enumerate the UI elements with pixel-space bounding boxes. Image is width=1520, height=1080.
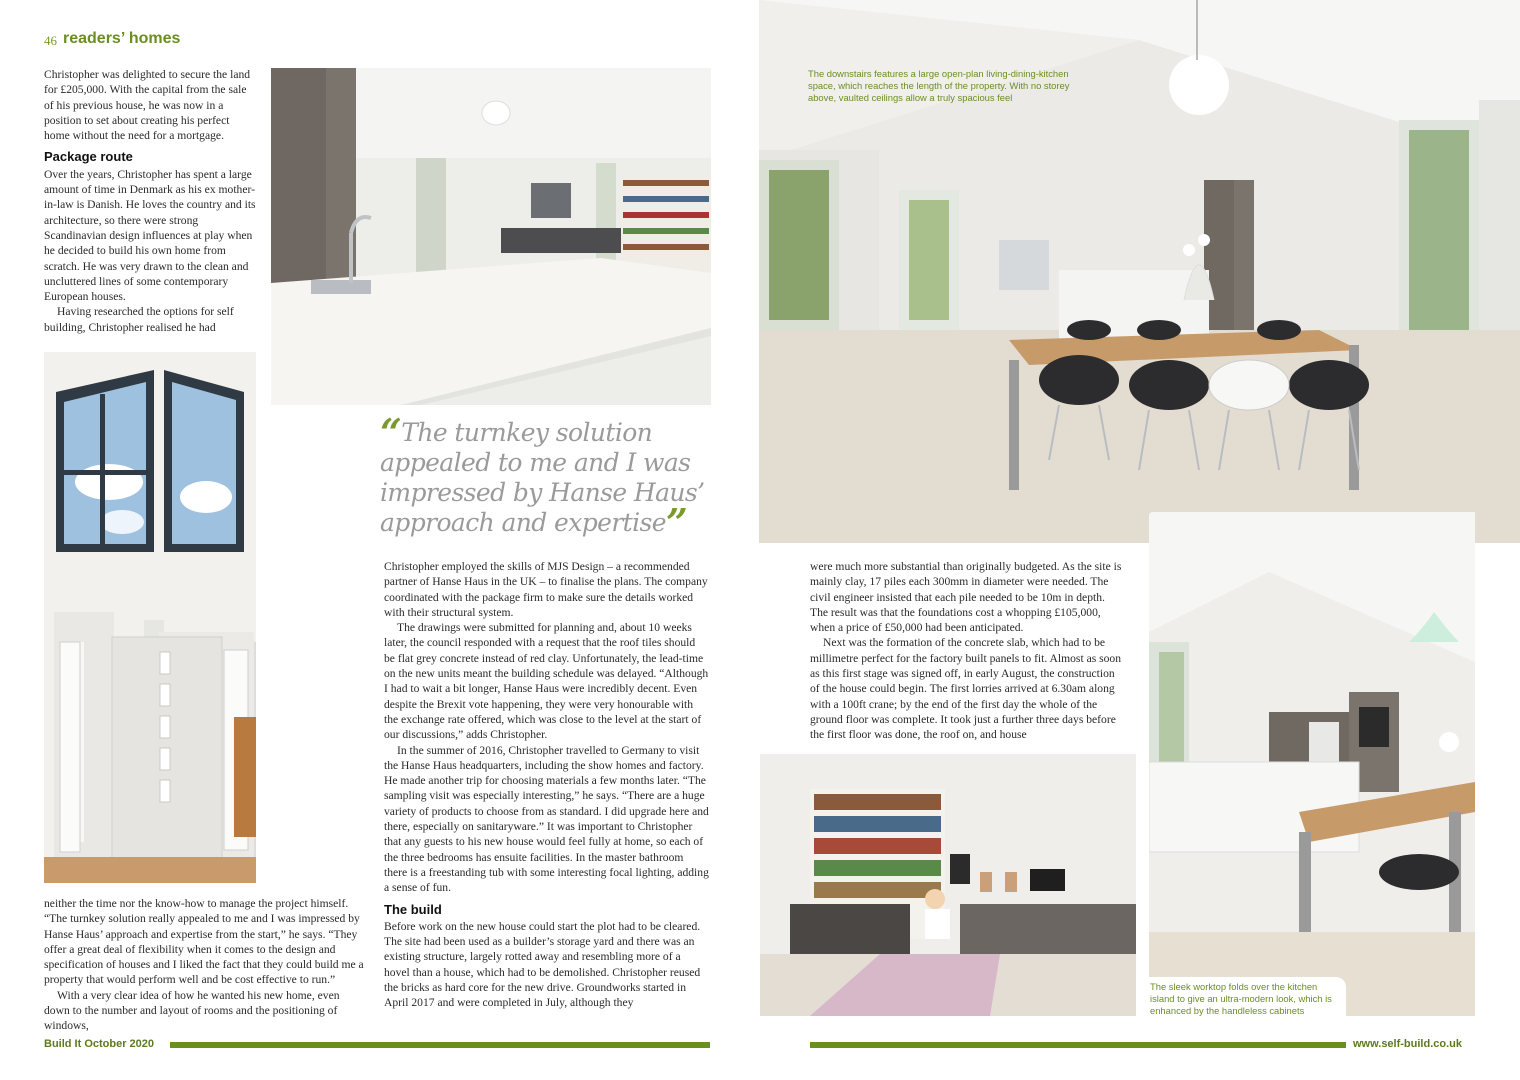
kitchen-island-photo [271,68,711,405]
pull-quote [380,410,710,545]
paragraph: Christopher was delighted to secure the land for £205,000. With the capital from the sale of his previous house, he was now in a position to set about creating his perfect home without the need for a mortgage. [44,68,251,143]
column2-text [384,559,709,1011]
paragraph: Having researched the options for self building, Christopher realised he had [44,305,234,334]
footer-rule-left [170,1042,710,1048]
paragraph: With a very clear idea of how he wanted his new home, even down to the number and layout of rooms and the positioning of windows, [44,988,340,1033]
subhead-the-build: The build [384,901,442,917]
study-image [760,754,1136,1016]
front-door-image [44,352,256,883]
close-quote-mark: ” [665,500,688,545]
paragraph: Christopher employed the skills of MJS Design – a recommended partner of Hanse Haus in the UK – to finalise the plans. The company coordinated with the package firm to make sure the details worked with their structural system. [384,560,708,619]
section-title: readers’ homes [63,30,181,47]
paragraph: were much more substantial than originally budgeted. As the site is mainly clay, 17 piles each 300mm in diameter were needed. The civil engineer insisted that each pile needed to be 10m in depth. The result was that the foundations cost a whopping £105,000, when a price of £50,000 had been anticipated. [810,560,1122,635]
column1-bottom-text [44,896,364,1034]
kitchen-image [1149,512,1475,1016]
front-door-photo [44,352,256,883]
open-quote-mark: “ [380,410,402,455]
paragraph: Next was the formation of the concrete slab, which had to be millimetre perfect for the factory built panels to fit. Almost as soon as this first stage was signed off, in early August, the construction of the house could begin. The first lorries arrived at 6.30am along with a 100ft crane; by the end of the first day the whole of the ground floor was complete. It took just a further three days before the first floor was done, the roof on, and house [810,636,1122,742]
paragraph: Over the years, Christopher has spent a large amount of time in Denmark as his ex mother-in-law is Danish. He loves the country and its architecture, so there were strong Scandinavian design influences at play when he decided to build his own home from scratch. He was very drawn to the clean and uncluttered lines of some contemporary European houses. [44,167,256,304]
column1-text [44,67,256,335]
footer-rule-right [810,1042,1346,1048]
footer-magazine: Build It October 2020 [44,1038,155,1050]
column3-text [810,559,1124,743]
kitchen-island-image [271,68,711,405]
dining-caption: The downstairs features a large open-plan living-dining-kitchen space, which reaches the length of the property. With no storey above, vaulted ceilings allow a truly spacious feel [808,68,1070,103]
kitchen-caption: The sleek worktop folds over the kitchen island to give an ultra-modern look, which is enhanced by the handleless cabinets [1144,977,1346,1021]
paragraph: In the summer of 2016, Christopher travelled to Germany to visit the Hanse Haus headquarters, including the show homes and factory. He made another trip for choosing materials a few months later. “The sampling visit was especially interesting,” he says. “There are a huge variety of products to choose from as standard. I did upgrade here and there, especially on sanitaryware.” It was important to Christopher that any guests to his new house would feel fully at home, so each of the three bedrooms has ensuite facilities. In the master bathroom there is a freestanding tub with some interesting focal lighting, adding a sense of fun. [384,743,709,895]
page-number: 46 [44,33,57,48]
footer-website: www.self-build.co.uk [1353,1038,1462,1050]
paragraph: Before work on the new house could start the plot had to be cleared. The site had been used as a builder’s storage yard and there was an existing structure, largely rotted away and resembling more of a hovel than a house, which had to be demolished. Christopher reused the bricks as hard core for the new drive. Groundworks started in April 2017 and were completed in July, although they [384,919,701,1010]
pull-quote-text: The turnkey solution appealed to me and I was impressed by Hanse Haus’ approach and expertise [380,418,705,537]
kitchen-photo [1149,512,1475,1016]
paragraph: The drawings were submitted for planning and, about 10 weeks later, the council responded with a request that the roof tiles should be flat grey concrete instead of red clay. Unfortunately, the lead-time on the new units meant the building schedule was delayed. “Although I had to wait a bit longer, Hanse Haus were incredibly decent. Even despite the Brexit vote happening, they were very honourable with the exchange rate offered, which was close to the level at the start of our discussions,” adds Christopher. [384,621,709,742]
subhead-package-route: Package route [44,149,133,165]
study-photo [760,754,1136,1016]
paragraph: neither the time nor the know-how to manage the project himself. “The turnkey solution really appealed to me and I was impressed by Hanse Haus’ approach and expertise from the start,” he says. “They offer a great deal of flexibility when it comes to the design and specification of houses and I liked the fact that they could build me a property that would perform well and be cost effective to run.” [44,897,364,987]
